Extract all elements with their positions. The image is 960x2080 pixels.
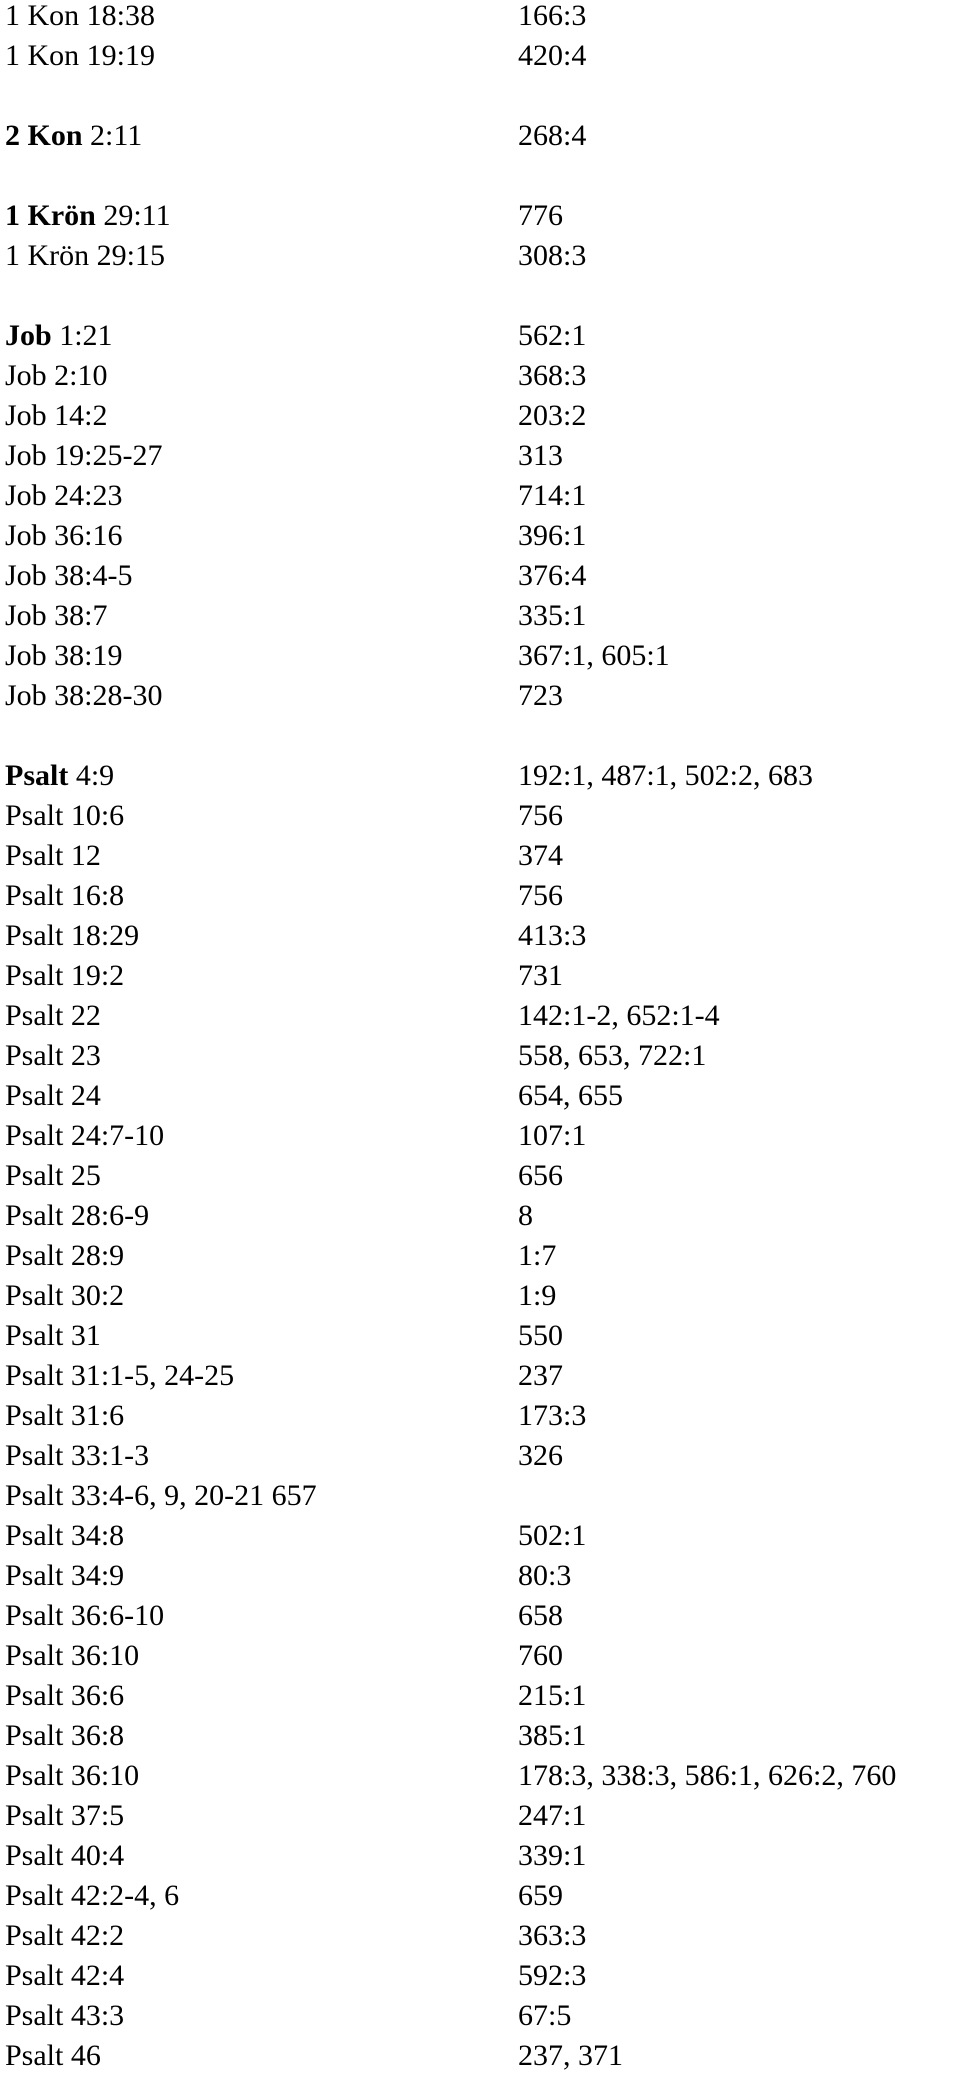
reference-text: Psalt 25 — [5, 1159, 101, 1192]
page-reference: 313 — [518, 439, 563, 472]
reference-text: 2:11 — [82, 119, 143, 152]
reference-text: Psalt 34:9 — [5, 1559, 125, 1592]
page-reference: 659 — [518, 1879, 563, 1912]
page-reference: 268:4 — [518, 119, 587, 152]
index-row — [5, 1200, 955, 1240]
scripture-reference — [5, 120, 142, 152]
scripture-reference — [5, 1720, 124, 1752]
scripture-reference — [5, 1240, 124, 1272]
page-reference: 335:1 — [518, 599, 587, 632]
reference-text: Psalt 33:4-6, 9, 20-21 657 — [5, 1479, 317, 1512]
reference-text: Psalt 43:3 — [5, 1999, 125, 2032]
scripture-reference — [5, 1840, 124, 1872]
index-row — [5, 1600, 955, 1640]
reference-text: Psalt 42:4 — [5, 1959, 125, 1992]
reference-text: Psalt 12 — [5, 839, 101, 872]
scripture-reference — [5, 1400, 124, 1432]
reference-text: Job 38:7 — [5, 599, 108, 632]
scripture-reference — [5, 1160, 101, 1192]
index-row — [5, 1800, 955, 1840]
reference-text: Psalt 31:6 — [5, 1399, 125, 1432]
index-row — [5, 520, 955, 560]
reference-text: Psalt 18:29 — [5, 919, 140, 952]
reference-text: 4:9 — [68, 759, 115, 792]
scripture-reference — [5, 1920, 124, 1952]
page-reference: 385:1 — [518, 1719, 587, 1752]
page-reference: 192:1, 487:1, 502:2, 683 — [518, 759, 814, 792]
index-row — [5, 400, 955, 440]
page-reference: 502:1 — [518, 1519, 587, 1552]
reference-text: 1 Krön 29:15 — [5, 239, 165, 272]
reference-text: Psalt 36:10 — [5, 1639, 140, 1672]
scripture-reference — [5, 360, 108, 392]
reference-text: 1:21 — [51, 319, 113, 352]
scripture-reference — [5, 1440, 149, 1472]
page-reference: 237, 371 — [518, 2039, 623, 2072]
reference-text: 1 Kon 19:19 — [5, 39, 155, 72]
reference-text: Psalt 23 — [5, 1039, 101, 1072]
index-row — [5, 600, 955, 640]
scripture-reference — [5, 1600, 164, 1632]
index-row — [5, 2040, 955, 2080]
index-row — [5, 1080, 955, 1120]
scripture-reference — [5, 640, 123, 672]
index-row — [5, 1000, 955, 1040]
scripture-index — [5, 0, 955, 2080]
page-reference: 67:5 — [518, 1999, 572, 2032]
index-row — [5, 0, 955, 40]
page-reference: 203:2 — [518, 399, 587, 432]
page-reference: 374 — [518, 839, 563, 872]
index-row — [5, 680, 955, 720]
reference-text: Job 2:10 — [5, 359, 108, 392]
index-row — [5, 120, 955, 160]
reference-text: Psalt 28:6-9 — [5, 1199, 150, 1232]
page-reference: 413:3 — [518, 919, 587, 952]
scripture-reference — [5, 1760, 139, 1792]
page-reference: 367:1, 605:1 — [518, 639, 670, 672]
page-reference: 142:1-2, 652:1-4 — [518, 999, 720, 1032]
scripture-reference — [5, 680, 163, 712]
scripture-reference — [5, 0, 155, 32]
scripture-reference — [5, 960, 124, 992]
reference-text: Job 14:2 — [5, 399, 108, 432]
reference-text: Psalt 10:6 — [5, 799, 125, 832]
reference-text: Psalt 30:2 — [5, 1279, 125, 1312]
scripture-reference — [5, 1120, 164, 1152]
scripture-reference — [5, 2040, 101, 2072]
page-reference: 658 — [518, 1599, 563, 1632]
reference-text: Psalt 36:8 — [5, 1719, 125, 1752]
page-reference: 656 — [518, 1159, 563, 1192]
scripture-reference — [5, 920, 139, 952]
book-name: Job — [5, 319, 52, 352]
scripture-reference — [5, 1000, 101, 1032]
page-reference: 731 — [518, 959, 563, 992]
index-row — [5, 880, 955, 920]
scripture-reference — [5, 1960, 124, 1992]
reference-text: Job 19:25-27 — [5, 439, 163, 472]
page-reference: 396:1 — [518, 519, 587, 552]
scripture-reference — [5, 560, 133, 592]
index-row — [5, 800, 955, 840]
reference-text: Job 38:4-5 — [5, 559, 133, 592]
index-row — [5, 1760, 955, 1800]
index-row — [5, 200, 955, 240]
reference-text: Psalt 31:1-5, 24-25 — [5, 1359, 235, 1392]
scripture-reference — [5, 440, 163, 472]
scripture-reference — [5, 600, 108, 632]
index-row — [5, 1880, 955, 1920]
scripture-reference — [5, 1040, 101, 1072]
reference-text: Psalt 33:1-3 — [5, 1439, 150, 1472]
page-reference: 237 — [518, 1359, 563, 1392]
index-row — [5, 1960, 955, 2000]
page-reference: 107:1 — [518, 1119, 587, 1152]
index-row — [5, 2000, 955, 2040]
scripture-reference — [5, 800, 124, 832]
index-row — [5, 40, 955, 80]
index-row — [5, 1040, 955, 1080]
scripture-reference — [5, 1560, 124, 1592]
reference-text: Psalt 19:2 — [5, 959, 125, 992]
page-reference: 166:3 — [518, 0, 587, 32]
reference-text: Psalt 24 — [5, 1079, 101, 1112]
scripture-reference — [5, 1640, 139, 1672]
scripture-reference — [5, 1280, 124, 1312]
index-row — [5, 840, 955, 880]
page-reference: 247:1 — [518, 1799, 587, 1832]
index-row — [5, 1160, 955, 1200]
index-row — [5, 1520, 955, 1560]
page-reference: 420:4 — [518, 39, 587, 72]
scripture-reference — [5, 1200, 149, 1232]
index-row — [5, 920, 955, 960]
reference-text: Job 38:28-30 — [5, 679, 163, 712]
scripture-reference — [5, 480, 123, 512]
book-name: 1 Krön — [5, 199, 96, 232]
index-row — [5, 1320, 955, 1360]
scripture-reference — [5, 200, 171, 232]
page-reference: 308:3 — [518, 239, 587, 272]
page-reference: 8 — [518, 1199, 533, 1232]
page-reference: 173:3 — [518, 1399, 587, 1432]
page-reference: 558, 653, 722:1 — [518, 1039, 707, 1072]
reference-text: Job 36:16 — [5, 519, 123, 552]
scripture-reference — [5, 1360, 234, 1392]
index-row — [5, 1480, 955, 1520]
page-reference: 80:3 — [518, 1559, 572, 1592]
index-row — [5, 1120, 955, 1160]
index-row — [5, 1280, 955, 1320]
reference-text: Psalt 16:8 — [5, 879, 125, 912]
book-name: Psalt — [5, 759, 69, 792]
reference-text: Psalt 24:7-10 — [5, 1119, 165, 1152]
page-reference: 339:1 — [518, 1839, 587, 1872]
index-row — [5, 360, 955, 400]
reference-text: Psalt 37:5 — [5, 1799, 125, 1832]
reference-text: 29:11 — [95, 199, 171, 232]
page-reference: 654, 655 — [518, 1079, 623, 1112]
index-row — [5, 480, 955, 520]
reference-text: 1 Kon 18:38 — [5, 0, 155, 32]
index-row — [5, 640, 955, 680]
scripture-reference — [5, 1080, 101, 1112]
index-row — [5, 320, 955, 360]
page-reference: 592:3 — [518, 1959, 587, 1992]
reference-text: Psalt 34:8 — [5, 1519, 125, 1552]
page-reference: 714:1 — [518, 479, 587, 512]
scripture-reference — [5, 1480, 317, 1512]
scripture-reference — [5, 40, 155, 72]
index-row — [5, 960, 955, 1000]
scripture-reference — [5, 1680, 124, 1712]
reference-text: Psalt 36:6-10 — [5, 1599, 165, 1632]
index-row — [5, 1560, 955, 1600]
reference-text: Psalt 22 — [5, 999, 101, 1032]
book-name: 2 Kon — [5, 119, 83, 152]
page-reference: 756 — [518, 879, 563, 912]
page-reference: 562:1 — [518, 319, 587, 352]
page-reference: 723 — [518, 679, 563, 712]
reference-text: Job 38:19 — [5, 639, 123, 672]
scripture-reference — [5, 1880, 179, 1912]
page-reference: 178:3, 338:3, 586:1, 626:2, 760 — [518, 1759, 897, 1792]
page-reference: 756 — [518, 799, 563, 832]
page-reference: 1:7 — [518, 1239, 557, 1272]
scripture-reference — [5, 1520, 124, 1552]
scripture-reference — [5, 520, 123, 552]
page-reference: 368:3 — [518, 359, 587, 392]
page-reference: 550 — [518, 1319, 563, 1352]
reference-text: Psalt 40:4 — [5, 1839, 125, 1872]
index-row — [5, 1920, 955, 1960]
index-row — [5, 1720, 955, 1760]
scripture-reference — [5, 2000, 124, 2032]
scripture-reference — [5, 1320, 101, 1352]
page-reference: 376:4 — [518, 559, 587, 592]
scripture-reference — [5, 320, 113, 352]
scripture-reference — [5, 400, 108, 432]
scripture-reference — [5, 1800, 124, 1832]
index-row — [5, 1440, 955, 1480]
reference-text: Psalt 42:2 — [5, 1919, 125, 1952]
page-reference: 760 — [518, 1639, 563, 1672]
page-reference: 326 — [518, 1439, 563, 1472]
index-row — [5, 1680, 955, 1720]
index-row — [5, 1240, 955, 1280]
index-row — [5, 1640, 955, 1680]
scripture-reference — [5, 760, 114, 792]
reference-text: Psalt 31 — [5, 1319, 101, 1352]
index-row — [5, 560, 955, 600]
reference-text: Psalt 36:6 — [5, 1679, 125, 1712]
index-row — [5, 440, 955, 480]
reference-text: Psalt 46 — [5, 2039, 101, 2072]
index-row — [5, 1360, 955, 1400]
index-row — [5, 760, 955, 800]
reference-text: Psalt 36:10 — [5, 1759, 140, 1792]
page-reference: 1:9 — [518, 1279, 557, 1312]
index-row — [5, 1840, 955, 1880]
reference-text: Psalt 42:2-4, 6 — [5, 1879, 180, 1912]
scripture-reference — [5, 240, 165, 272]
reference-text: Job 24:23 — [5, 479, 123, 512]
index-row — [5, 240, 955, 280]
page-reference: 215:1 — [518, 1679, 587, 1712]
page-reference: 363:3 — [518, 1919, 587, 1952]
index-row — [5, 1400, 955, 1440]
reference-text: Psalt 28:9 — [5, 1239, 125, 1272]
scripture-reference — [5, 880, 124, 912]
scripture-reference — [5, 840, 101, 872]
page-reference: 776 — [518, 199, 563, 232]
